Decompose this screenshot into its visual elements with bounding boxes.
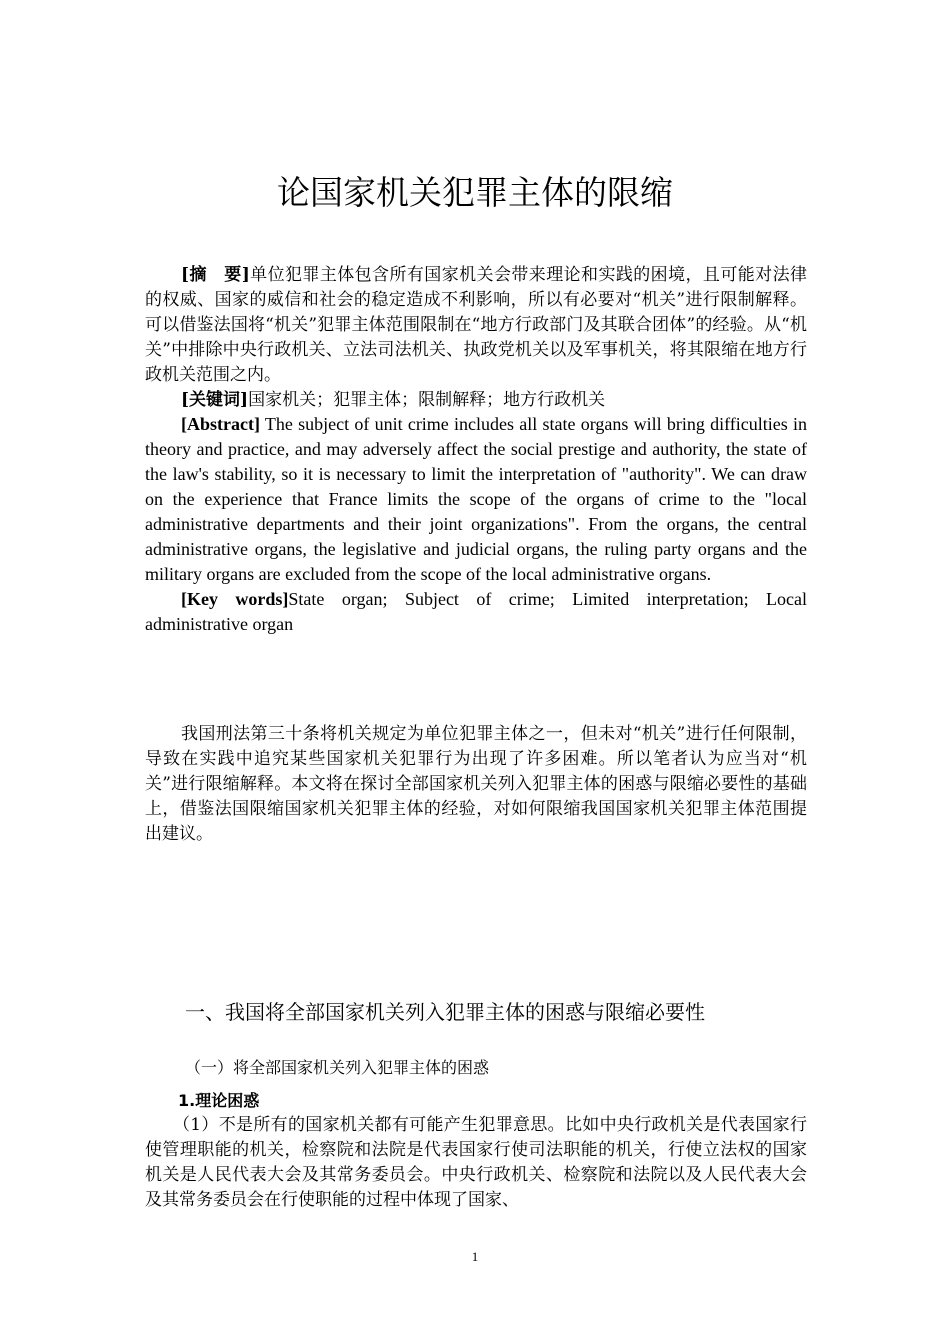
- abstract-en-text: The subject of unit crime includes all state organs will bring difficulties in theory and practice, and may adversely affect the social prestige and authority, the state of the law's stability, so it is necessary to limit the interpretation of "authority". We can draw on the experience that France limits the scope of the organs of crime to the "local administrative departments and their joint organizations". From the organs, the central administrative organs, the legislative and judicial organs, the ruling party organs and the military organs are excluded from the scope of the local administrative organs.: [145, 414, 807, 584]
- page-number: 1: [471, 1249, 479, 1264]
- abstract-zh-text: 单位犯罪主体包含所有国家机关会带来理论和实践的困境，且可能对法律的权威、国家的威信和社会的稳定造成不利影响，所以有必要对“机关”进行限制解释。可以借鉴法国将“机关”犯罪主体范围限制在“地方行政部门及其联合团体”的经验。从“机关”中排除中央行政机关、立法司法机关、执政党机关以及军事机关，将其限缩在地方行政机关范围之内。: [145, 265, 807, 385]
- keywords-zh-label: [关键词]: [181, 390, 249, 410]
- keywords-en-label: [Key words]: [181, 589, 289, 609]
- intro-paragraph: 我国刑法第三十条将机关规定为单位犯罪主体之一，但未对“机关”进行任何限制，导致在实践中追究某些国家机关犯罪行为出现了许多困难。所以笔者认为应当对“机关”进行限缩解释。本文将在探讨全部国家机关列入犯罪主体的困惑与限缩必要性的基础上，借鉴法国限缩国家机关犯罪主体的经验，对如何限缩我国国家机关犯罪主体范围提出建议。: [145, 724, 807, 844]
- abstract-zh-label: [摘 要]: [181, 265, 250, 285]
- abstract-en-label: [Abstract]: [181, 414, 260, 434]
- abstract-en-paragraph: [145, 412, 807, 587]
- abstract-zh-paragraph: [145, 263, 807, 388]
- document-title: 论国家机关犯罪主体的限缩: [277, 173, 673, 213]
- introduction: [145, 722, 807, 847]
- keywords-en-paragraph: [145, 587, 807, 637]
- subsubsection-heading: 1.理论困惑: [178, 1091, 260, 1110]
- keywords-en-text: State organ; Subject of crime; Limited interpretation; Local administrative organ: [145, 589, 807, 634]
- keywords-zh-paragraph: [145, 388, 807, 413]
- body-paragraph: （1）不是所有的国家机关都有可能产生犯罪意思。比如中央行政机关是代表国家行使管理职能的机关，检察院和法院是代表国家行使司法职能的机关，行使立法权的国家机关是人民代表大会及其常务委员会。中央行政机关、检察院和法院以及人民代表大会及其常务委员会在行使职能的过程中体现了国家、: [145, 1115, 807, 1210]
- subsection-heading: （一）将全部国家机关列入犯罪主体的困惑: [185, 1058, 490, 1077]
- keywords-zh-text: 国家机关；犯罪主体；限制解释；地方行政机关: [248, 390, 606, 410]
- section-heading: 一、我国将全部国家机关列入犯罪主体的困惑与限缩必要性: [185, 1000, 705, 1024]
- body-text: [145, 1113, 807, 1213]
- abstract-zh: [145, 263, 807, 413]
- abstract-en: [145, 412, 807, 637]
